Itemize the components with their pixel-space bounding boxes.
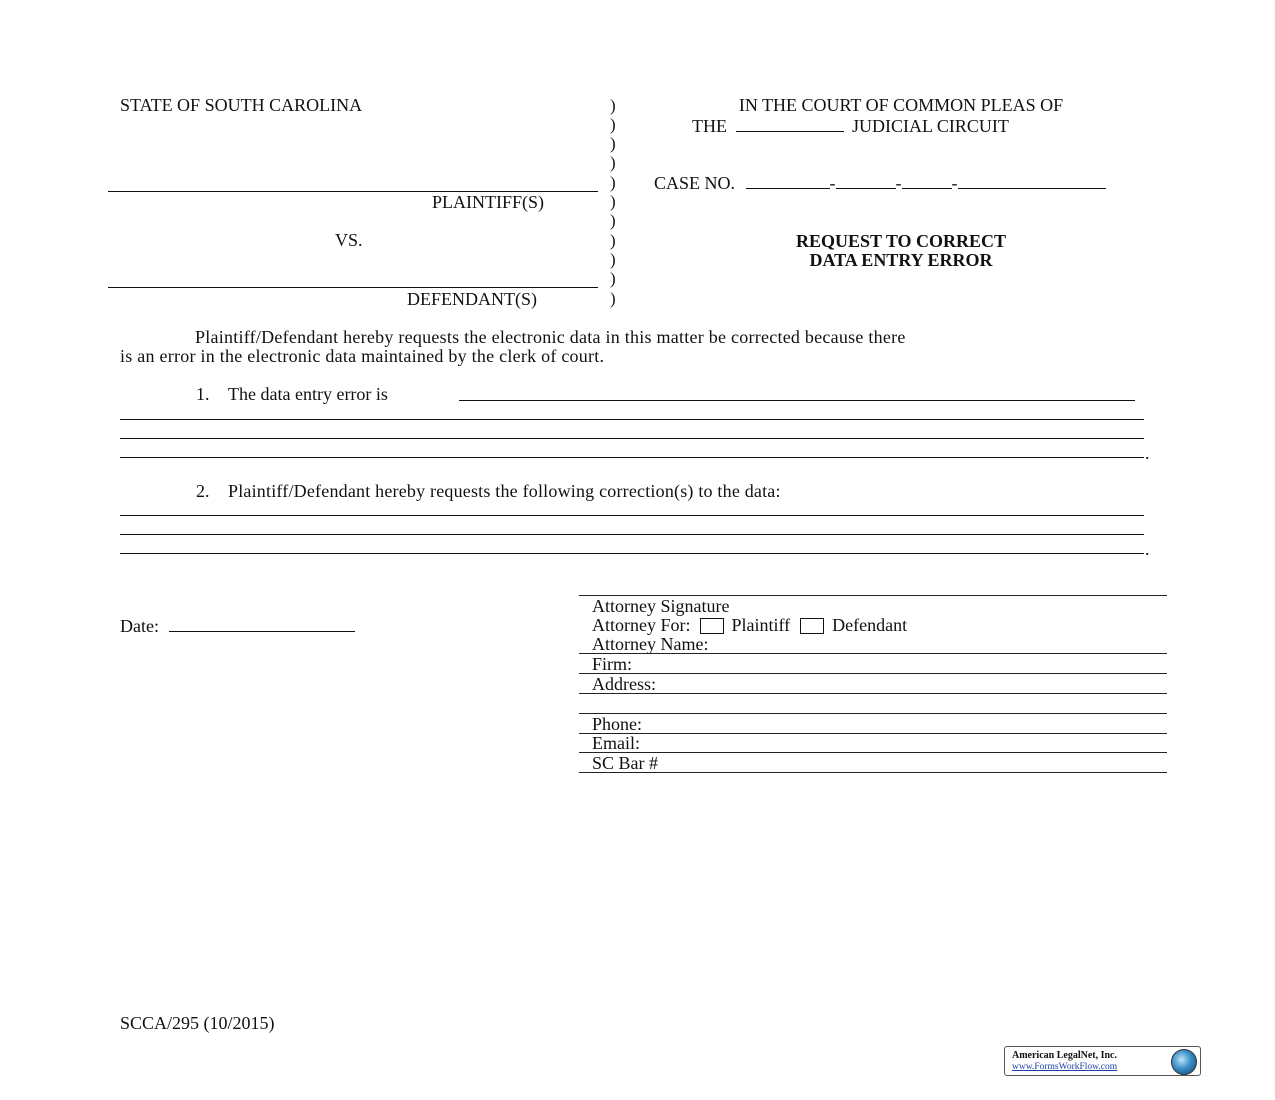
globe-icon [1171,1049,1197,1075]
item-2-text: Plaintiff/Defendant hereby requests the following correction(s) to the data: [228,481,781,501]
paren: ) [610,134,616,153]
plaintiff-checkbox[interactable] [700,618,724,634]
item-1 [196,384,388,404]
firm-line[interactable] [579,673,1167,674]
case-no-county-blank[interactable] [836,172,896,189]
attorney-for-label: Attorney For: [592,615,691,635]
defendant-checkbox[interactable] [800,618,824,634]
case-no-sequence-blank[interactable] [958,172,1106,189]
state-heading: STATE OF SOUTH CAROLINA [120,95,363,115]
item-2-answer-line[interactable] [120,553,1144,554]
court-judicial-circuit: JUDICIAL CIRCUIT [852,116,1009,136]
item-1-text: The data entry error is [228,384,388,404]
item-1-answer-line[interactable] [120,438,1144,439]
publisher-logo[interactable] [1004,1046,1201,1076]
item-1-answer-line[interactable] [120,419,1144,420]
paren: ) [610,269,616,288]
item-2 [196,481,781,501]
item-1-number: 1. [196,384,210,404]
address-line-2[interactable] [579,713,1167,714]
paren: ) [610,250,616,269]
document-title-line1: REQUEST TO CORRECT [795,231,1007,251]
case-number-row: CASE NO. - - - [654,172,1106,193]
paren: ) [610,211,616,230]
intro-paragraph-line1: Plaintiff/Defendant hereby requests the electronic data in this matter be corrected because there [195,327,906,347]
paren: ) [610,231,616,250]
address-label: Address: [592,674,656,694]
item-2-answer-line[interactable] [120,534,1144,535]
paren: ) [610,96,616,115]
plaintiff-label: PLAINTIFF(S) [432,192,545,212]
email-line[interactable] [579,752,1167,753]
firm-label: Firm: [592,654,633,674]
paren: ) [610,173,616,192]
plaintiff-option-label: Plaintiff [731,615,791,635]
address-line[interactable] [579,693,1167,694]
court-heading-line1: IN THE COURT OF COMMON PLEAS OF [738,95,1064,115]
court-the: THE [692,116,727,136]
attorney-signature-label: Attorney Signature [592,596,730,616]
item-2-period: . [1145,539,1150,559]
paren: ) [610,192,616,211]
case-no-label: CASE NO. [654,173,736,193]
phone-line[interactable] [579,733,1167,734]
paren: ) [610,153,616,172]
court-heading-line2 [692,115,1009,136]
defendant-option-label: Defendant [832,615,908,635]
attorney-for-row [592,615,907,635]
item-2-number: 2. [196,481,210,501]
date-label: Date: [120,616,159,636]
sc-bar-line[interactable] [579,772,1167,773]
item-1-period: . [1145,443,1150,463]
sc-bar-label: SC Bar # [592,753,659,773]
item-1-answer-line[interactable] [459,400,1135,401]
logo-company-name: American LegalNet, Inc. [1012,1050,1117,1061]
attorney-name-line[interactable] [579,653,1167,654]
paren: ) [610,289,616,308]
phone-label: Phone: [592,714,643,734]
form-id: SCCA/295 (10/2015) [120,1013,275,1033]
case-no-type-blank[interactable] [902,172,952,189]
case-no-year-blank[interactable] [746,172,830,189]
paren: ) [610,115,616,134]
document-title-line2: DATA ENTRY ERROR [809,250,993,270]
date-blank[interactable] [169,615,355,632]
defendant-label: DEFENDANT(S) [407,289,537,309]
attorney-name-label: Attorney Name: [592,634,709,654]
item-2-answer-line[interactable] [120,515,1144,516]
intro-paragraph-line2: is an error in the electronic data maintained by the clerk of court. [120,346,605,366]
logo-url-link[interactable]: www.FormsWorkFlow.com [1012,1062,1118,1072]
defendant-name-line [108,287,598,288]
item-1-answer-line[interactable] [120,457,1144,458]
date-row [120,615,355,636]
email-label: Email: [592,733,640,753]
versus-label: VS. [335,230,363,250]
circuit-number-blank[interactable] [736,115,844,132]
